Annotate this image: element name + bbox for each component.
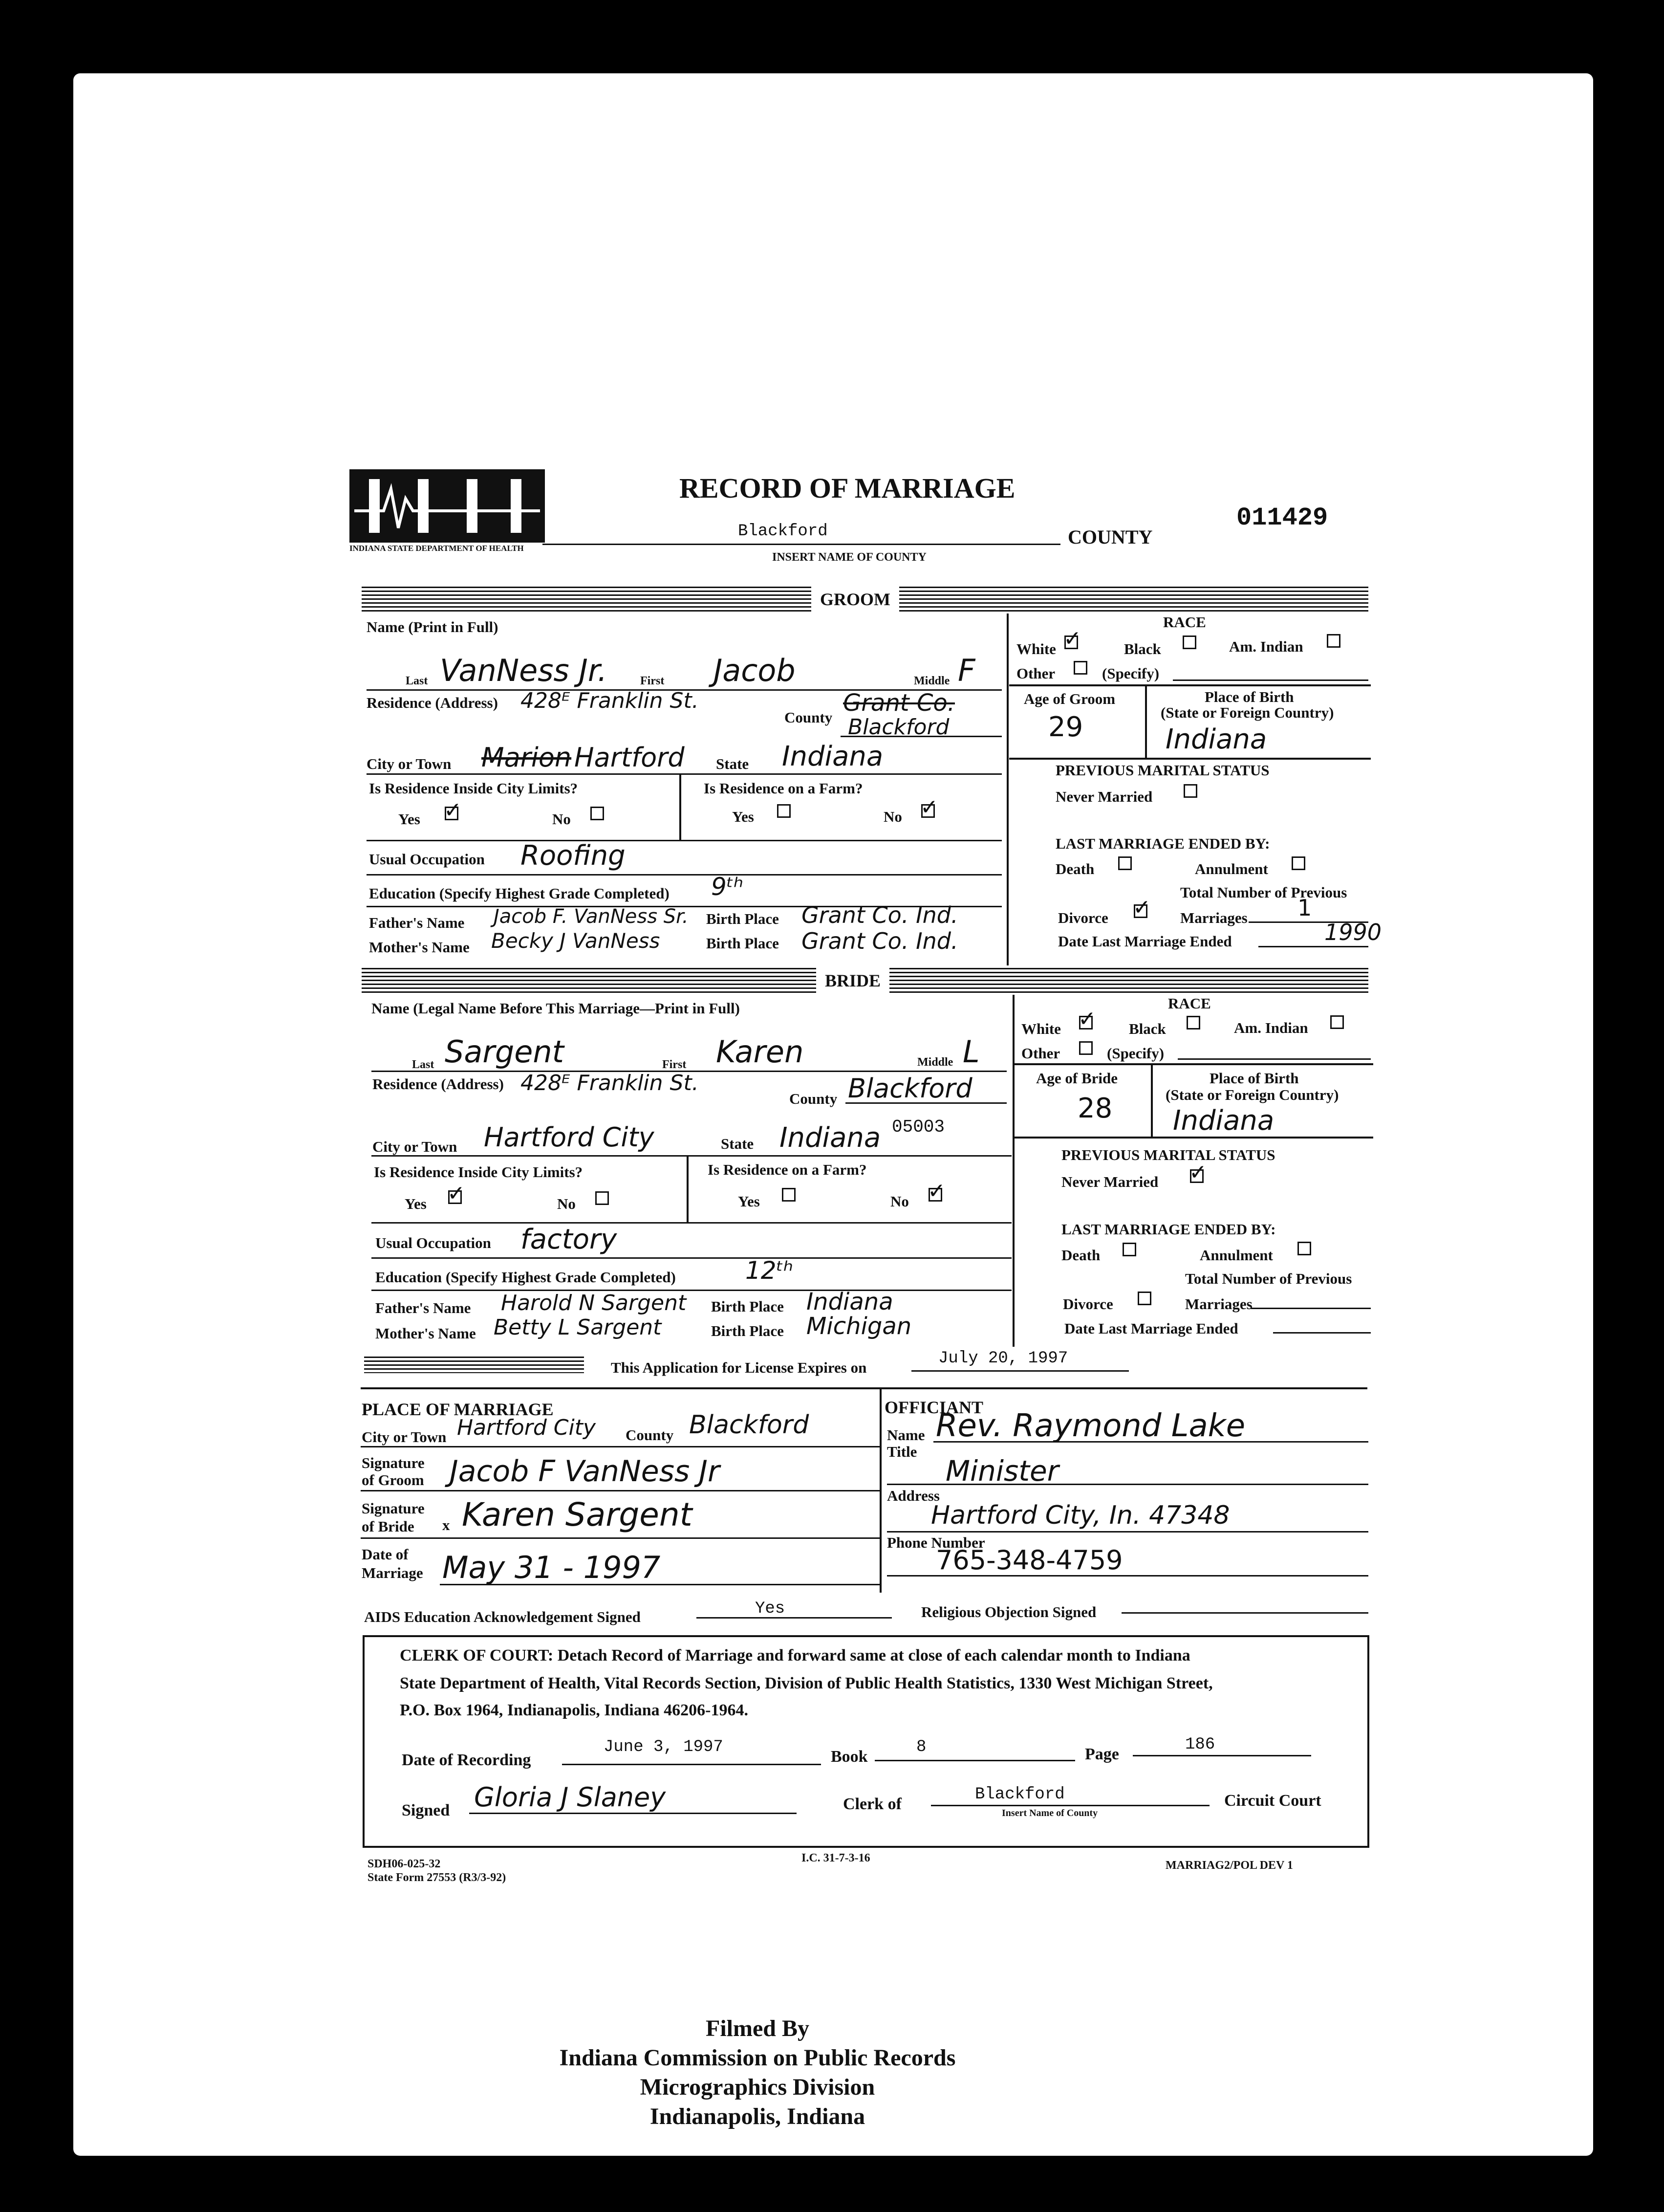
groom-mother-label: Mother's Name [369,939,470,956]
bride-other-label: Other [1021,1045,1060,1062]
bride-occupation-line [371,1257,1012,1259]
groom-name-label: Name (Print in Full) [367,618,498,635]
officiant-title-line [887,1484,1368,1485]
bride-inside-yes-label: Yes [405,1195,427,1212]
groom-divider [1007,613,1009,965]
bride-age: 28 [1078,1093,1113,1124]
place-city: Hartford City [457,1415,596,1440]
groom-last-ended-label: LAST MARRIAGE ENDED BY: [1056,835,1270,852]
officiant-name: Rev. Raymond Lake [936,1408,1246,1444]
license-expires-date: July 20, 1997 [938,1349,1068,1368]
bride-residence-label: Residence (Address) [372,1075,504,1093]
groom-occupation-label: Usual Occupation [369,851,485,868]
bride-middle-name: L [963,1034,980,1070]
groom-inside-no-label: No [552,810,571,828]
groom-farm-yes-label: Yes [732,808,754,825]
groom-father-birth-label: Birth Place [706,910,779,927]
groom-residence: 428ᴱ Franklin St. [520,688,699,713]
bride-last-name: Sargent [445,1034,564,1070]
groom-farm-no-check-icon: ✓ [920,795,938,820]
groom-other-label: Other [1016,665,1056,682]
bride-divorce-label: Divorce [1063,1295,1113,1313]
bride-death-checkbox[interactable] [1123,1243,1136,1256]
groom-mother-birth-label: Birth Place [706,935,779,952]
groom-farm-divider [679,775,681,841]
county-underline [542,544,1060,545]
book-line [875,1760,1075,1761]
bride-farm-no-label: No [890,1193,909,1210]
groom-mother-birth: Grant Co. Ind. [801,928,958,954]
sig-groom-label-1: Signature [362,1454,425,1471]
officiant-title-label: Title [887,1443,917,1460]
sig-bride-label-2: of Bride [362,1518,414,1535]
groom-residence-line [367,840,1002,841]
bride-date-ended-line [1273,1332,1371,1334]
groom-inside-yes-label: Yes [398,810,420,828]
groom-residence-label: Residence (Address) [367,694,498,711]
bride-marriages-label: Marriages [1185,1295,1253,1313]
recording-date-label: Date of Recording [402,1751,531,1769]
groom-inside-no-checkbox[interactable] [590,807,604,820]
groom-father-birth: Grant Co. Ind. [801,902,958,928]
bride-heading: BRIDE [816,968,889,993]
groom-mother-name: Becky J VanNess [491,929,660,953]
bride-prev-status-label: PREVIOUS MARITAL STATUS [1061,1146,1275,1163]
license-expires-label: This Application for License Expires on [611,1359,867,1376]
bride-pob-label: Place of Birth [1210,1070,1299,1087]
clerk-of-county: Blackford [975,1785,1065,1804]
bride-black-label: Black [1129,1020,1166,1037]
groom-farm-yes-checkbox[interactable] [777,804,791,818]
groom-pob-sub-label: (State or Foreign Country) [1161,704,1334,721]
groom-county-line [841,736,1002,737]
sig-bride-label-1: Signature [362,1500,425,1517]
aids-value: Yes [755,1599,785,1618]
groom-pob-rule [1009,758,1371,760]
place-city-label: City or Town [362,1428,447,1445]
bride-white-check-icon: ✓ [1078,1007,1096,1031]
bride-other-checkbox[interactable] [1079,1041,1093,1055]
license-expires-line [911,1370,1129,1372]
groom-father-label: Father's Name [369,914,465,931]
bride-pob: Indiana [1173,1105,1275,1137]
bride-signature: Karen Sargent [462,1496,692,1533]
bride-education-label: Education (Specify Highest Grade Completed) [375,1269,676,1286]
groom-other-checkbox[interactable] [1074,661,1087,675]
place-county: Blackford [689,1410,809,1440]
bride-father-birth: Indiana [806,1288,893,1315]
groom-state-label: State [716,755,749,772]
bride-city-line [371,1155,1012,1157]
marriage-date-label-1: Date of [362,1546,409,1563]
groom-amindian-checkbox[interactable] [1327,634,1340,648]
bride-farm-yes-label: Yes [738,1193,760,1210]
officiant-phone-line [887,1575,1368,1577]
groom-first-label: First [640,675,665,687]
sig-groom-line [361,1490,880,1491]
county-label: COUNTY [1068,526,1153,548]
sig-bride-x: x [442,1516,450,1533]
aids-label: AIDS Education Acknowledgement Signed [364,1608,641,1625]
groom-marriages-count: 1 [1297,895,1312,921]
bride-divorce-checkbox[interactable] [1138,1292,1151,1305]
bride-white-label: White [1021,1020,1061,1037]
officiant-heading: OFFICIANT [885,1398,984,1417]
filmed-by-line-3: Micrographics Division [640,2074,875,2100]
bride-first-label: First [662,1058,687,1071]
groom-death-label: Death [1056,860,1095,877]
bride-amindian-label: Am. Indian [1234,1019,1308,1036]
bride-city-label: City or Town [372,1138,457,1155]
bride-farm-label: Is Residence on a Farm? [708,1161,867,1178]
bride-zip: 05003 [892,1117,945,1137]
groom-specify-label: (Specify) [1102,665,1160,682]
bride-occupation-label: Usual Occupation [375,1234,491,1251]
marriage-date: May 31 - 1997 [442,1550,661,1585]
clerk-signature: Gloria J Slaney [474,1782,666,1813]
clerk-box [363,1635,1369,1848]
bride-first-name: Karen [716,1034,804,1070]
groom-divorce-check-icon: ✓ [1133,895,1151,920]
place-county-label: County [626,1426,674,1444]
groom-occupation-line [367,874,1002,876]
bride-mother-birth: Michigan [806,1313,912,1340]
groom-never-married-checkbox[interactable] [1184,784,1197,798]
groom-race-rule [1009,684,1371,686]
sig-bride-line [361,1537,880,1539]
form-code-3: MARRIAG2/POL DEV 1 [1166,1859,1293,1872]
filmed-by-line-2: Indiana Commission on Public Records [559,2045,956,2071]
groom-last-label: Last [406,675,428,687]
groom-date-ended: 1990 [1324,919,1382,945]
groom-occupation: Roofing [520,840,626,872]
bride-other-line [1178,1058,1371,1060]
record-number: 011429 [1236,504,1328,532]
groom-race-label: RACE [1163,613,1206,631]
bride-inside-city-label: Is Residence Inside City Limits? [374,1163,583,1181]
groom-annulment-checkbox[interactable] [1292,856,1305,870]
bride-age-divider [1151,1063,1153,1137]
bride-county-line [845,1102,1007,1104]
marriage-date-label-2: Marriage [362,1564,423,1581]
bride-death-label: Death [1061,1247,1101,1264]
bride-city: Hartford City [484,1122,654,1153]
groom-white-check-icon: ✓ [1063,626,1081,651]
officiant-name-label: Name [887,1426,925,1444]
place-top-rule [361,1387,1367,1389]
officiant-address: Hartford City, In. 47348 [931,1501,1230,1530]
groom-age: 29 [1048,711,1083,743]
groom-age-label: Age of Groom [1024,690,1116,707]
ic-code: I.C. 31-7-3-16 [801,1852,870,1864]
bride-county-label: County [789,1090,838,1107]
bride-mother-label: Mother's Name [375,1325,476,1342]
bride-mother-birth-label: Birth Place [711,1322,784,1339]
groom-middle-name: F [958,653,975,688]
groom-never-married-label: Never Married [1056,788,1153,805]
officiant-phone: 765-348-4759 [936,1545,1123,1576]
aids-line [696,1617,892,1619]
bride-divider [1013,995,1015,1347]
book-label: Book [831,1748,868,1766]
groom-city-line [367,773,1002,775]
county-name: Blackford [738,522,828,541]
groom-total-prev-label: Total Number of Previous [1180,884,1347,901]
groom-inside-city-label: Is Residence Inside City Limits? [369,780,578,797]
groom-county: Blackford [848,715,950,740]
page-label: Page [1085,1745,1119,1763]
groom-education-label: Education (Specify Highest Grade Completed) [369,885,670,902]
groom-city-label: City or Town [367,755,452,772]
bride-farm-yes-checkbox[interactable] [782,1188,796,1202]
groom-signature: Jacob F VanNess Jr [450,1454,720,1489]
isdh-logo [349,469,545,555]
page-line [1133,1755,1311,1756]
groom-first-name: Jacob [713,653,796,688]
groom-inside-yes-check-icon: ✓ [444,798,462,823]
clerk-of-label: Clerk of [843,1795,902,1813]
groom-county-label: County [784,709,833,726]
insert-county-caption: INSERT NAME OF COUNTY [772,551,927,564]
groom-other-line [1173,679,1368,681]
license-bar [364,1357,584,1373]
bride-occupation: factory [520,1224,617,1255]
bride-date-ended-label: Date Last Marriage Ended [1064,1320,1238,1337]
groom-father-name: Jacob F. VanNess Sr. [494,905,689,928]
bride-last-label: Last [412,1058,434,1071]
officiant-title: Minister [946,1454,1059,1488]
bride-name-label: Name (Legal Name Before This Marriage—Print in Full) [371,1000,740,1017]
bride-annulment-checkbox[interactable] [1297,1242,1311,1255]
place-officiant-divider [880,1387,882,1593]
clerk-of-line [931,1805,1210,1806]
officiant-address-line [887,1531,1368,1533]
bride-farm-divider [687,1156,689,1222]
isdh-logo-graphic [349,469,545,543]
bride-race-label: RACE [1168,995,1211,1012]
groom-heading: GROOM [811,587,899,612]
logo-caption: INDIANA STATE DEPARTMENT OF HEALTH [349,544,524,553]
bride-race-rule [1014,1063,1373,1065]
book-number: 8 [916,1738,927,1756]
groom-annulment-label: Annulment [1195,860,1268,877]
groom-prev-status-label: PREVIOUS MARITAL STATUS [1056,762,1270,779]
recording-date-line [562,1764,821,1765]
groom-middle-label: Middle [914,675,950,687]
clerk-instructions-3: P.O. Box 1964, Indianapolis, Indiana 46206-1964. [400,1701,748,1719]
bride-inside-no-checkbox[interactable] [595,1191,609,1205]
clerk-signed-label: Signed [402,1801,450,1819]
bride-father-label: Father's Name [375,1299,471,1316]
groom-date-ended-label: Date Last Marriage Ended [1058,933,1232,950]
groom-divorce-label: Divorce [1058,909,1108,926]
bride-last-ended-label: LAST MARRIAGE ENDED BY: [1061,1221,1276,1238]
groom-farm-no-label: No [884,808,902,825]
bride-inside-no-label: No [557,1195,576,1212]
bride-residence: 428ᴱ Franklin St. [520,1071,699,1095]
religious-objection-line [1122,1612,1368,1614]
filmed-by-block [489,2014,1026,2131]
groom-last-name: VanNess Jr. [440,653,607,688]
groom-pob: Indiana [1166,723,1267,755]
bride-father-name: Harold N Sargent [501,1291,687,1315]
bride-pob-rule [1014,1137,1373,1139]
bride-farm-no-check-icon: ✓ [928,1179,946,1204]
bride-county: Blackford [848,1073,972,1104]
sig-groom-label-2: of Groom [362,1471,424,1489]
bride-father-birth-label: Birth Place [711,1298,784,1315]
groom-state: Indiana [782,741,884,772]
bride-black-checkbox[interactable] [1187,1016,1200,1029]
filmed-by-line-1: Filmed By [706,2015,809,2041]
bride-education-line [371,1290,1012,1291]
officiant-name-line [933,1441,1368,1443]
groom-amindian-label: Am. Indian [1229,638,1303,655]
clerk-instructions-1: CLERK OF COURT: Detach Record of Marriage and forward same at close of each calendar month to Indiana [400,1646,1190,1664]
groom-county-struck: Grant Co. [843,689,955,717]
place-heading: PLACE OF MARRIAGE [362,1400,554,1419]
groom-city: Hartford [574,742,685,773]
bride-age-label: Age of Bride [1036,1070,1118,1087]
bride-specify-label: (Specify) [1107,1045,1165,1062]
page-number: 186 [1185,1735,1215,1754]
groom-marriages-label: Marriages [1180,909,1248,926]
bride-marriages-line [1251,1308,1371,1309]
groom-black-checkbox[interactable] [1183,635,1196,649]
bride-residence-line [371,1222,1012,1224]
bride-amindian-checkbox[interactable] [1330,1015,1344,1029]
bride-total-prev-label: Total Number of Previous [1185,1270,1352,1287]
bride-pob-sub-label: (State or Foreign Country) [1166,1086,1339,1103]
groom-black-label: Black [1124,640,1161,657]
clerk-instructions-2: State Department of Health, Vital Records Section, Division of Public Health Statistics, 1330 West Michigan Street, [400,1674,1213,1692]
officiant-address-label: Address [887,1487,940,1504]
form-code-2: State Form 27553 (R3/3-92) [367,1871,506,1884]
page-title: RECORD OF MARRIAGE [679,472,1016,504]
groom-pob-label: Place of Birth [1205,688,1294,705]
circuit-court-label: Circuit Court [1224,1792,1321,1810]
bride-never-married-label: Never Married [1061,1173,1159,1190]
groom-age-divider [1145,684,1147,758]
clerk-signature-line [469,1813,797,1814]
groom-farm-label: Is Residence on a Farm? [704,780,863,797]
groom-death-checkbox[interactable] [1118,856,1132,870]
clerk-insert-county-caption: Insert Name of County [1002,1808,1098,1818]
groom-education: 9ᵗʰ [711,873,744,901]
groom-white-label: White [1016,640,1056,657]
bride-state-label: State [721,1135,754,1152]
groom-city-struck: Marion [481,742,572,773]
marriage-date-line [440,1584,880,1585]
bride-never-married-check-icon: ✓ [1189,1160,1207,1185]
form-code-1: SDH06-025-32 [367,1858,441,1870]
place-city-line [361,1446,880,1447]
bride-annulment-label: Annulment [1200,1247,1273,1264]
bride-state: Indiana [779,1122,881,1154]
bride-inside-yes-check-icon: ✓ [447,1181,465,1206]
bride-education: 12ᵗʰ [745,1256,794,1285]
recording-date: June 3, 1997 [604,1738,723,1756]
filmed-by-line-4: Indianapolis, Indiana [649,2103,865,2129]
religious-objection-label: Religious Objection Signed [921,1603,1097,1621]
officiant-phone-label: Phone Number [887,1534,985,1551]
groom-date-ended-line [1258,946,1368,947]
bride-mother-name: Betty L Sargent [494,1315,662,1340]
bride-middle-label: Middle [917,1056,953,1069]
